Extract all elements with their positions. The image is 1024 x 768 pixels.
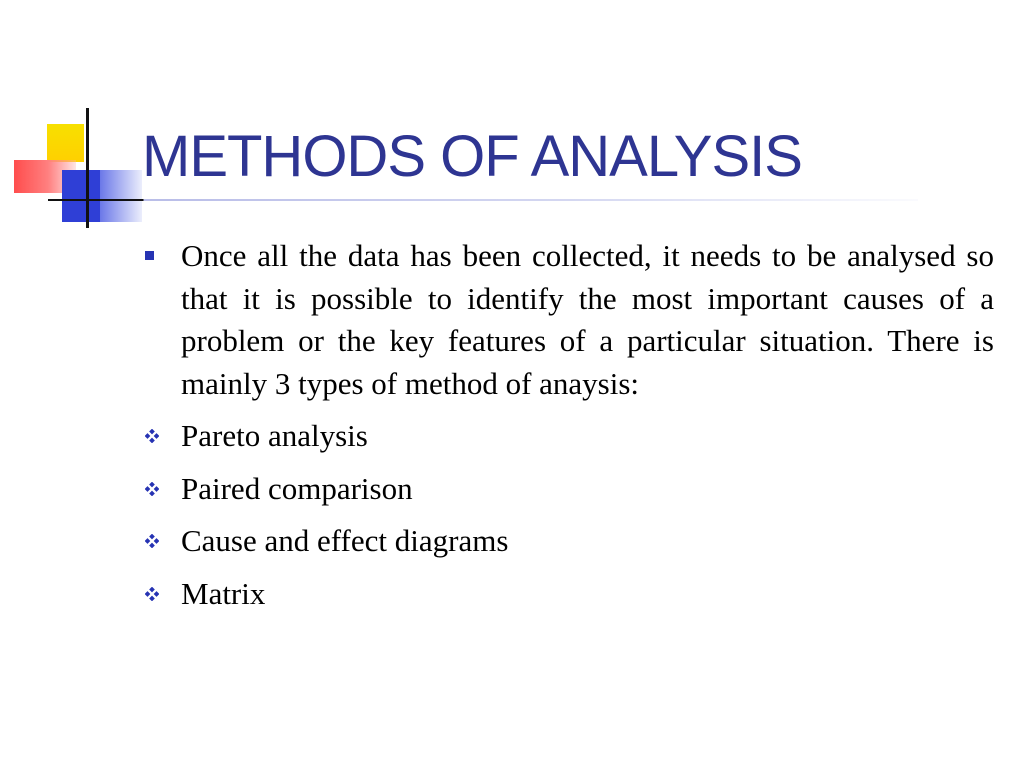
method-item-matrix (142, 573, 994, 616)
title-underline (48, 199, 918, 201)
intro-paragraph (142, 235, 994, 405)
method-label: Paired comparison (181, 470, 413, 506)
method-item-pareto (142, 415, 994, 458)
corner-logo-icon (0, 0, 160, 240)
method-label: Cause and effect diagrams (181, 523, 509, 558)
diamond-bullet-icon (145, 534, 159, 548)
method-item-paired (142, 468, 994, 511)
method-label: Pareto analysis (181, 418, 368, 453)
logo-blue-fade-square (100, 170, 142, 222)
square-bullet-icon (145, 251, 154, 260)
diamond-bullet-icon (145, 429, 159, 443)
logo-yellow-square (47, 124, 84, 162)
method-item-cause-effect (142, 520, 994, 563)
intro-text: Once all the data has been collected, it needs to be analysed so that it is possible to identify the most important causes of a problem or the key features of a particular situation. There is mainly 3 types of method of anaysis: (181, 238, 994, 401)
logo-vertical-line (86, 108, 89, 228)
logo-blue-square (62, 170, 100, 222)
bullet-list (142, 235, 994, 625)
method-label: Matrix (181, 575, 266, 611)
diamond-bullet-icon (145, 482, 159, 496)
diamond-bullet-icon (145, 587, 159, 601)
slide-title: METHODS OF ANALYSIS (142, 124, 802, 189)
